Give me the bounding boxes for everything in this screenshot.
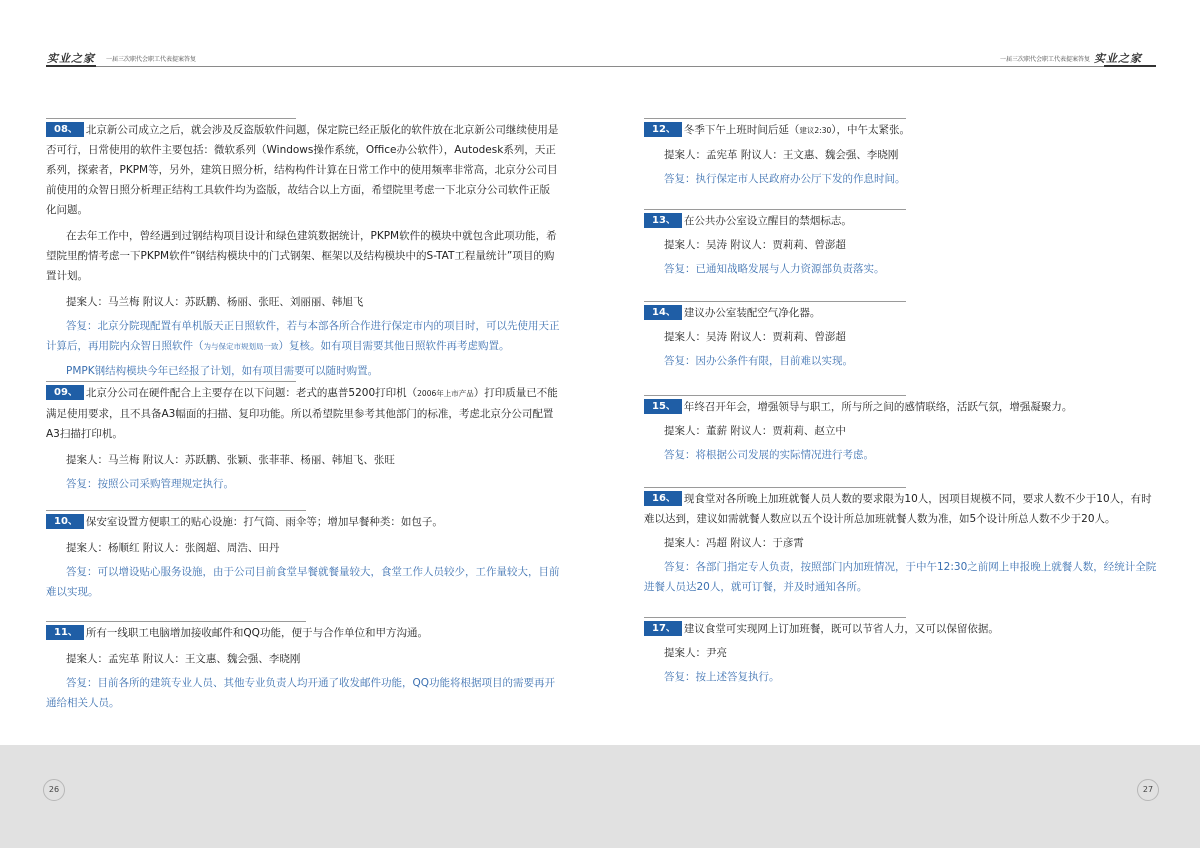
question-text: 冬季下午上班时间后延（ (683, 124, 800, 136)
proposal-number: 15、 (644, 399, 682, 414)
question-rule (644, 209, 906, 210)
question-rule (46, 118, 296, 119)
question-text: 现食堂对各所晚上加班就餐人员人数的要求限为10人，因项目规模不同，要求人数不少于10人，有时难以达到，建议如需就餐人数应以五个设计所总加班就餐人数为准，如5个设计所总人数不少于20人。 (644, 493, 1152, 525)
proposal-10 (46, 512, 560, 602)
proposal-number: 13、 (644, 213, 682, 228)
question-rule (46, 510, 306, 511)
proposer-line: 提案人：吴涛 附议人：贾莉莉、曾澎超 (664, 331, 846, 343)
proposal-number: 12、 (644, 122, 682, 137)
proposal-question (46, 383, 560, 444)
proposal-question (644, 211, 1158, 231)
question-note: 建议2:30 (799, 126, 832, 135)
proposal-question (644, 397, 1158, 417)
proposer-line: 提案人：孟宪革 附议人：王文惠、魏会强、李晓刚 (66, 653, 301, 665)
question-rule (644, 487, 906, 488)
proposal-number: 16、 (644, 491, 682, 506)
answer: 答复：可以增设贴心服务设施，由于公司目前食堂早餐就餐量较大，食堂工作人员较少，工作量较大，目前难以实现。 (46, 566, 560, 598)
logo: 实业之家 (47, 52, 95, 65)
answer: 答复：将根据公司发展的实际情况进行考虑。 (664, 449, 874, 461)
logo: 实业之家 (1094, 52, 1142, 65)
answer-note: 为与保定市规划局一致 (203, 342, 279, 351)
proposal-number: 11、 (46, 625, 84, 640)
proposal-number: 09、 (46, 385, 84, 400)
question-rule (644, 301, 906, 302)
proposer-line: 提案人：孟宪革 附议人：王文惠、魏会强、李晓刚 (664, 149, 899, 161)
proposal-13 (644, 211, 1158, 279)
proposer-line: 提案人：董薪 附议人：贾莉莉、赵立中 (664, 425, 846, 437)
proposal-number: 14、 (644, 305, 682, 320)
header-subtitle: 一届三次职代会职工代表提案答复 (106, 56, 197, 63)
question-text: 北京分公司在硬件配合上主要存在以下问题：老式的惠普5200打印机（ (85, 387, 418, 399)
answer: 答复：因办公条件有限，目前难以实现。 (664, 355, 853, 367)
header-rule (96, 66, 600, 67)
answer: 答复：执行保定市人民政府办公厅下发的作息时间。 (664, 173, 906, 185)
left-header (0, 50, 600, 70)
proposal-09 (46, 383, 560, 494)
answer: 答复：目前各所的建筑专业人员、其他专业负责人均开通了收发邮件功能，QQ功能将根据项目的需要再开通给相关人员。 (46, 677, 556, 709)
question-text: 年终召开年会，增强领导与职工，所与所之间的感情联络，活跃气氛，增强凝聚力。 (683, 401, 1073, 413)
proposal-11 (46, 623, 560, 713)
question-text: 在公共办公室设立醒目的禁烟标志。 (683, 215, 852, 227)
question-paragraph: 在去年工作中，曾经遇到过钢结构项目设计和绿色建筑数据统计，PKPM软件的模块中就包含此项功能，希望院里酌情考虑一下PKPM软件“钢结构模块中的门式钢架、框架以及结构模块中的S-TAT工程量统计”项目的购置计划。 (46, 230, 557, 282)
page-number-left: 26 (43, 779, 65, 801)
header-rule (600, 66, 1104, 67)
question-text-cont: ）打印质量已不能满足使用要求，且不具备A3幅面的扫描、复印功能。所以希望院里参考其他部门的标准，考虑北京分公司配置A3扫描打印机。 (46, 387, 558, 440)
question-text: 所有一线职工电脑增加接收邮件和QQ功能，便于与合作单位和甲方沟通。 (85, 627, 428, 639)
question-text: 建议办公室装配空气净化器。 (683, 307, 821, 319)
proposal-question (644, 619, 1158, 639)
proposer-line: 提案人：马兰梅 附议人：苏跃鹏、张颖、张菲菲、杨丽、韩旭飞、张旺 (66, 454, 395, 466)
answer (46, 316, 560, 357)
proposal-number: 17、 (644, 621, 682, 636)
proposal-question (46, 120, 560, 220)
question-text: 保安室设置方便职工的贴心设施：打气筒、雨伞等；增加早餐种类：如包子。 (85, 516, 443, 528)
question-note: 2006年上市产品 (417, 389, 474, 398)
proposer-line: 提案人：马兰梅 附议人：苏跃鹏、杨丽、张旺、刘丽丽、韩旭飞 (66, 296, 364, 308)
proposal-question (644, 489, 1158, 529)
question-rule (46, 621, 306, 622)
proposal-12 (644, 120, 1158, 189)
answer: 答复：按上述答复执行。 (664, 671, 780, 683)
answer: 答复：按照公司采购管理规定执行。 (66, 478, 234, 490)
proposer-line: 提案人：吴涛 附议人：贾莉莉、曾澎超 (664, 239, 846, 251)
proposal-08 (46, 120, 560, 381)
answer-text: 答复：北京分院现配置有单机版天正日照软件，若与本部各所合作进行保定市内的项目时，可以先使用天正计算后，再用院内众智日照软件（ (46, 320, 560, 352)
question-rule (644, 395, 906, 396)
header-subtitle: 一届三次职代会职工代表提案答复 (1000, 56, 1091, 63)
answer: 答复：各部门指定专人负责，按照部门内加班情况，于中午12:30之前网上申报晚上就餐人数，经统计全院进餐人员达20人，就可订餐，并及时通知各所。 (644, 561, 1157, 593)
proposal-question (46, 512, 560, 532)
answer-text-cont: ）复核。如有项目需要其他日照软件再考虑购置。 (278, 340, 510, 352)
proposal-question (46, 623, 560, 643)
right-header (600, 50, 1200, 70)
proposal-14 (644, 303, 1158, 371)
proposal-number: 08、 (46, 122, 84, 137)
question-rule (644, 118, 906, 119)
page-number-right: 27 (1137, 779, 1159, 801)
question-text: 北京新公司成立之后，就会涉及反盗版软件问题，保定院已经正版化的软件放在北京新公司继续使用是否可行，日常使用的软件主要包括：微软系列（Windows操作系统，Office办公软件），Autodesk系列，天正系列，探索者，PKPM等，另外，建筑日照分析，结构构件计算在日常工作中的使用频率非常高，北京分公司目前使用的众智日照分析理正结构工具软件均为盗版，故结合以上方面，希望院里考虑一下北京分公司软件正版化问题。 (46, 124, 559, 216)
question-text-cont: ），中午太紧张。 (831, 124, 911, 136)
proposer-line: 提案人：冯超 附议人：于彦霄 (664, 537, 804, 549)
proposer-line: 提案人：尹亮 (664, 647, 727, 659)
proposal-question (644, 303, 1158, 323)
proposal-number: 10、 (46, 514, 84, 529)
question-rule (46, 381, 296, 382)
question-text: 建议食堂可实现网上订加班餐，既可以节省人力，又可以保留依据。 (683, 623, 999, 635)
proposal-16 (644, 489, 1158, 597)
answer-2: PMPK钢结构模块今年已经报了计划，如有项目需要可以随时购置。 (66, 365, 379, 377)
proposer-line: 提案人：杨顺红 附议人：张阁超、周浩、田丹 (66, 542, 280, 554)
proposal-question (644, 120, 1158, 141)
right-page (600, 0, 1200, 848)
answer: 答复：已通知战略发展与人力资源部负责落实。 (664, 263, 885, 275)
header-rule-thick (46, 65, 96, 67)
proposal-17 (644, 619, 1158, 687)
question-rule (644, 617, 906, 618)
proposal-15 (644, 397, 1158, 465)
